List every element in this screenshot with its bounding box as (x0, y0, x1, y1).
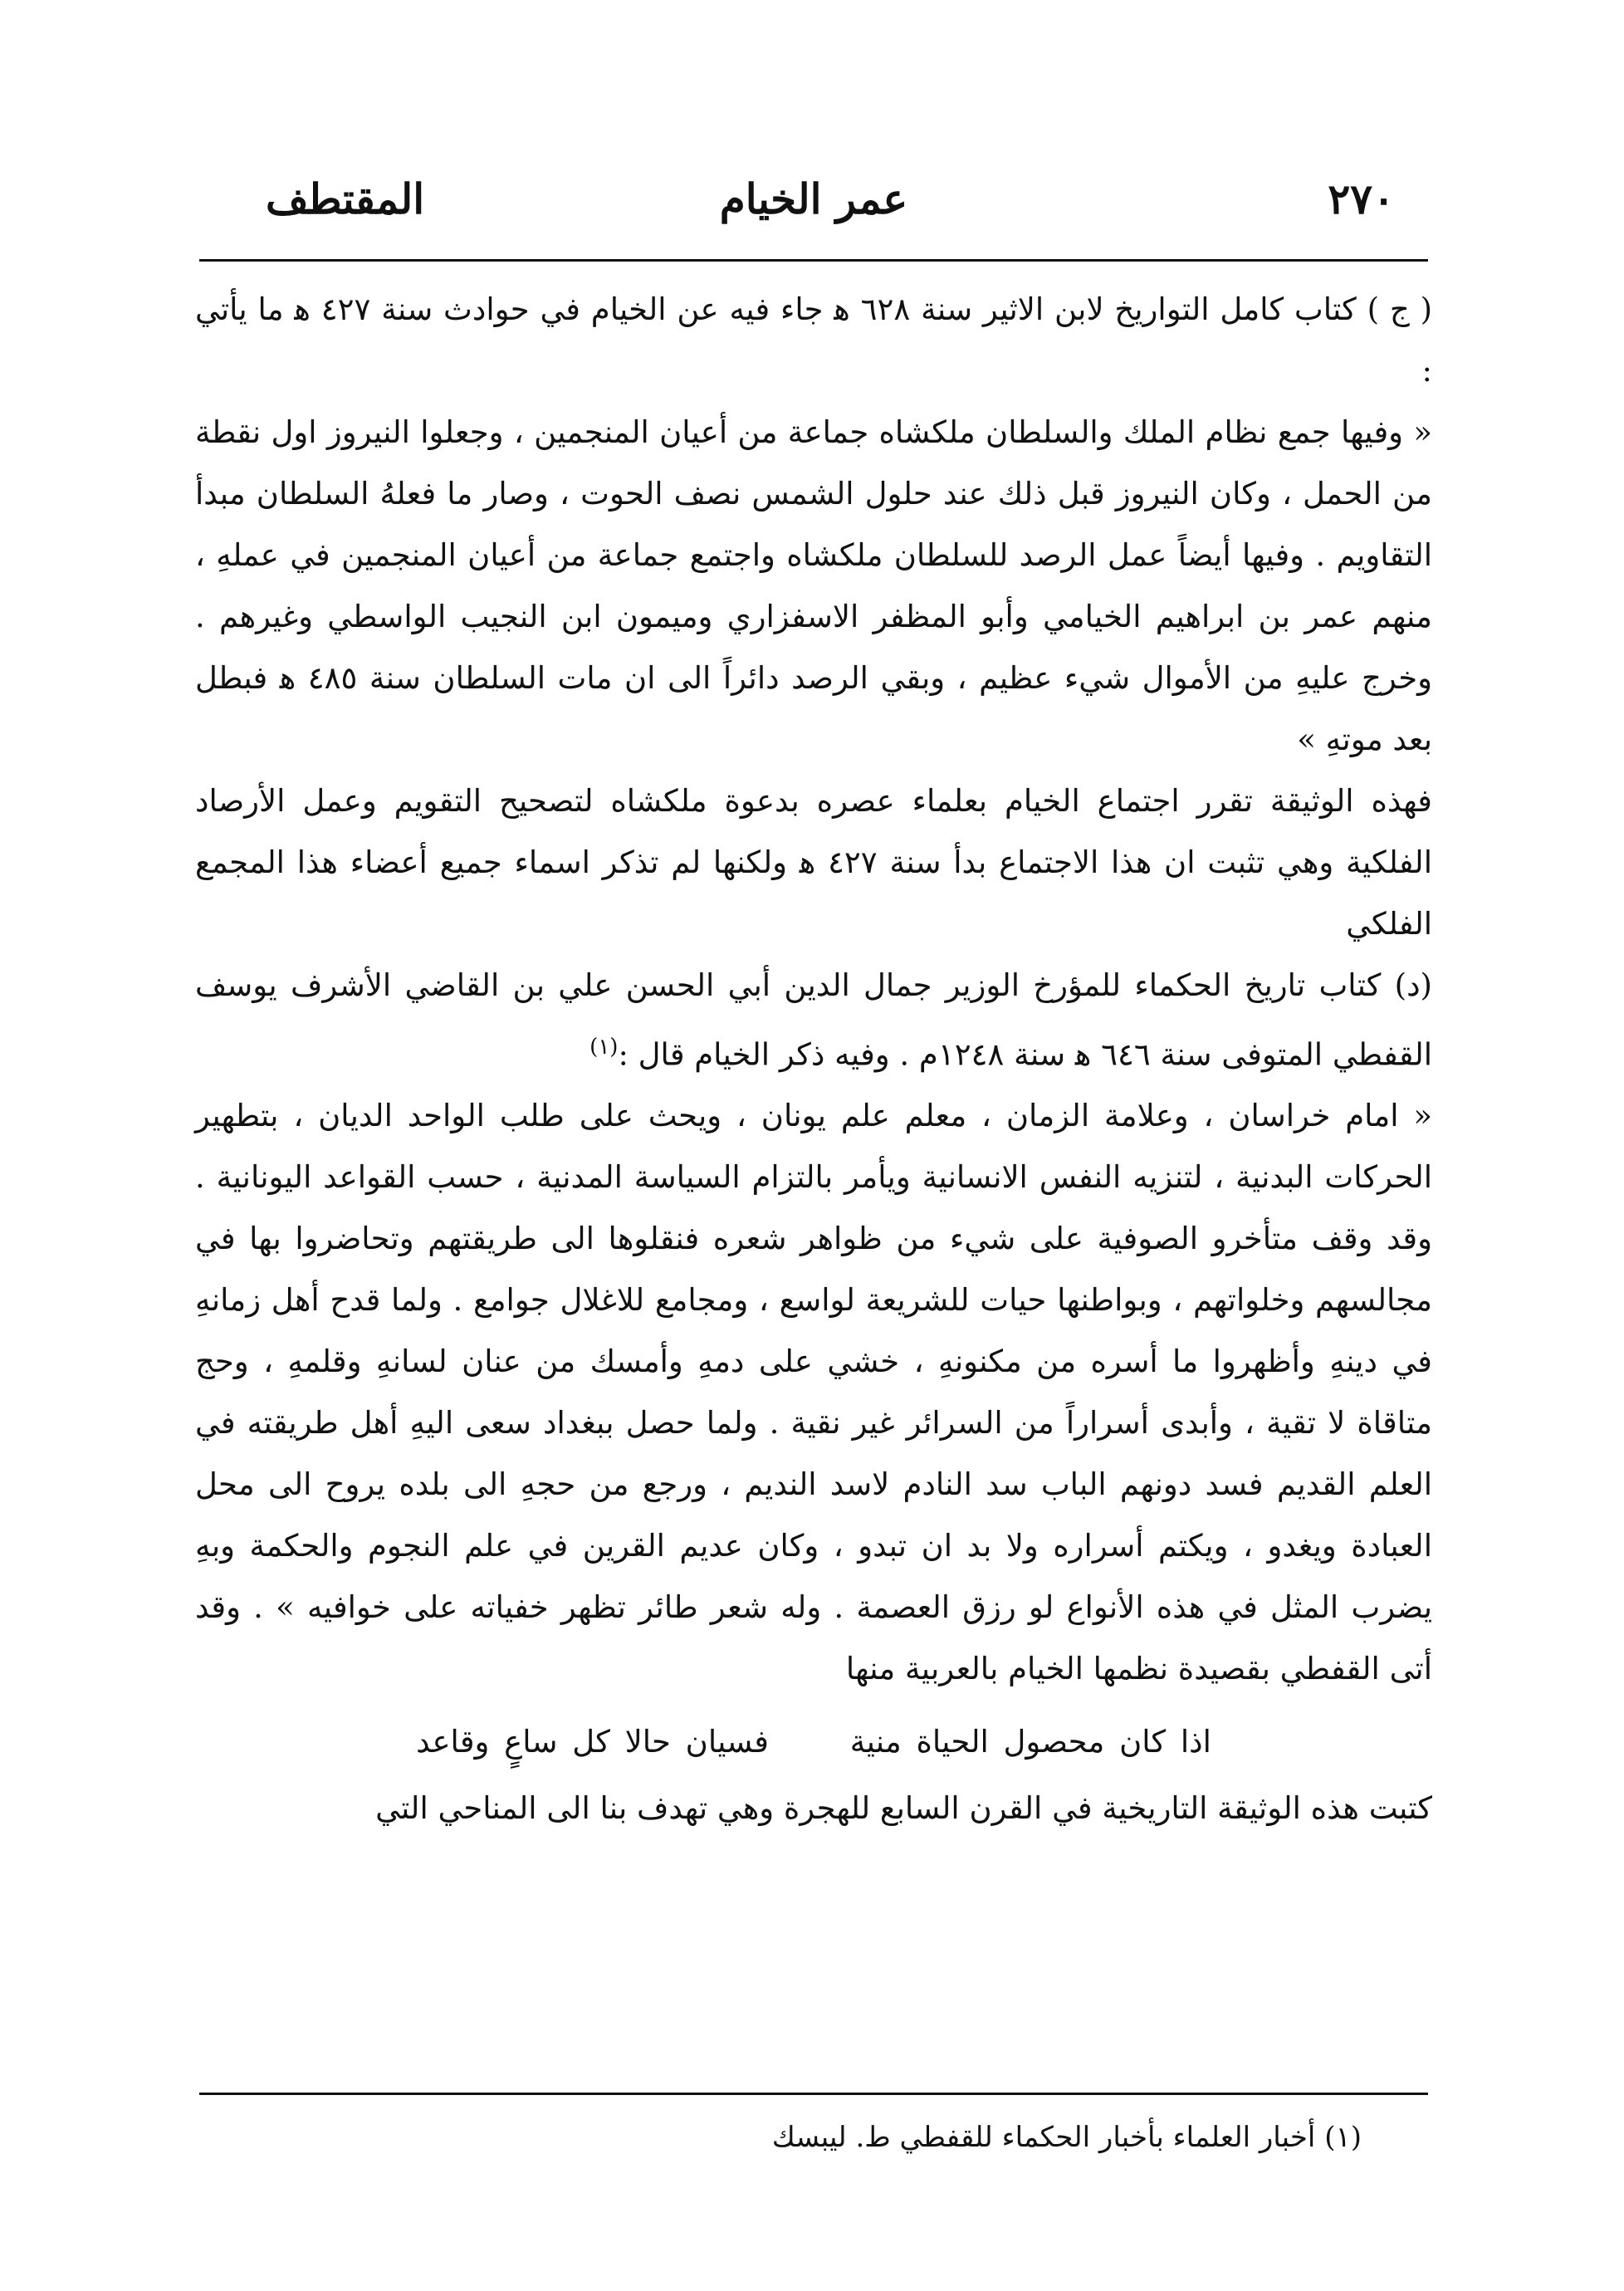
paragraph-source-d (195, 955, 1432, 1085)
header-rule (199, 259, 1428, 262)
quotation-ibn-athir: « وفيها جمع نظام الملك والسلطان ملكشاه جماعة من أعيان المنجمين ، وجعلوا النيروز اول نقطة من الحمل ، وكان النيروز قبل ذلك عند حلول الشمس نصف الحوت ، وصار ما فعلهُ السلطان مبدأ التقاويم . وفيها أيضاً عمل الرصد للسلطان ملكشاه واجتمع جماعة من أعيان المنجمين في عملهِ ، منهم عمر بن ابراهيم الخيامي وأبو المظفر الاسفزاري وميمون ابن النجيب الواسطي وغيرهم . وخرج عليهِ من الأموال شيء عظيم ، وبقي الرصد دائراً الى ان مات السلطان سنة ٤٨٥ ﻫ فبطل بعد موتهِ » (195, 414, 1432, 757)
footnote-reference: (١) (589, 1035, 619, 1060)
poem-verse (195, 1711, 1432, 1773)
running-header (216, 166, 1411, 241)
verse-hemistich-second: فسيان حالا كل ساعٍ وقاعد (416, 1724, 769, 1760)
article-title: عمر الخيام (719, 174, 908, 223)
footnote-rule (199, 2093, 1428, 2095)
journal-name: المقتطف (266, 174, 425, 223)
paragraph-source-c: ( ج ) كتاب كامل التواريخ لابن الاثير سنة ٦٢٨ ﻫ جاء فيه عن الخيام في حوادث سنة ٤٢٧ ﻫ ما يأتي : (195, 291, 1432, 389)
footnote (249, 2112, 1362, 2162)
footnote-mark: (١) (1324, 2121, 1362, 2154)
page-number: ٢٧٠ (1328, 174, 1395, 223)
verse-hemistich-first: اذا كان محصول الحياة منية (849, 1724, 1211, 1760)
quotation-qifti: « امام خراسان ، وعلامة الزمان ، معلم علم يونان ، ويحث على طلب الواحد الديان ، بتطهير الحركات البدنية ، لتنزيه النفس الانسانية ويأمر بالتزام السياسة المدنية ، حسب القواعد اليونانية . وقد وقف متأخرو الصوفية على شيء من ظواهر شعره فنقلوها الى طريقتهم وتحاضروا بها في مجالسهم وخلواتهم ، وبواطنها حيات للشريعة لواسع ، ومجامع للاغلال جوامع . ولما قدح أهل زمانهِ في دينهِ وأظهروا ما أسره من مكنونهِ ، خشي على دمهِ وأمسك من عنان لسانهِ وقلمهِ ، وحج متاقاة لا تقية ، وأبدى أسراراً من السرائر غير نقية . ولما حصل ببغداد سعى اليهِ أهل طريقته في العلم القديم فسد دونهم الباب سد النادم لاسد النديم ، ورجع من حجهِ الى بلده يروح الى محل العبادة ويغدو ، ويكتم أسراره ولا بد ان تبدو ، وكان عديم القرين في علم النجوم والحكمة وبهِ يضرب المثل في هذه الأنواع لو رزق العصمة . وله شعر طائر تظهر خفياته على خوافيه » . وقد أتى القفطي بقصيدة نظمها الخيام بالعربية منها (195, 1098, 1432, 1687)
paragraph-closing: كتبت هذه الوثيقة التاريخية في القرن السابع للهجرة وهي تهدف بنا الى المناحي التي (375, 1790, 1432, 1827)
paragraph-source-d-text: (د) كتاب تاريخ الحكماء للمؤرخ الوزير جمال الدين أبي الحسن علي بن القاضي الأشرف يوسف القفطي المتوفى سنة ٦٤٦ ﻫ سنة ١٢٤٨م . وفيه ذكر الخيام قال : (195, 967, 1432, 1073)
main-text (195, 279, 1432, 1839)
paragraph-commentary: فهذه الوثيقة تقرر اجتماع الخيام بعلماء عصره بدعوة ملكشاه لتصحيح التقويم وعمل الأرصاد الفلكية وهي تثبت ان هذا الاجتماع بدأ سنة ٤٢٧ ﻫ ولكنها لم تذكر اسماء جميع أعضاء هذا المجمع الفلكي (195, 783, 1432, 942)
footnote-text: أخبار العلماء بأخبار الحكماء للقفطي ط. ليبسك (771, 2121, 1316, 2154)
